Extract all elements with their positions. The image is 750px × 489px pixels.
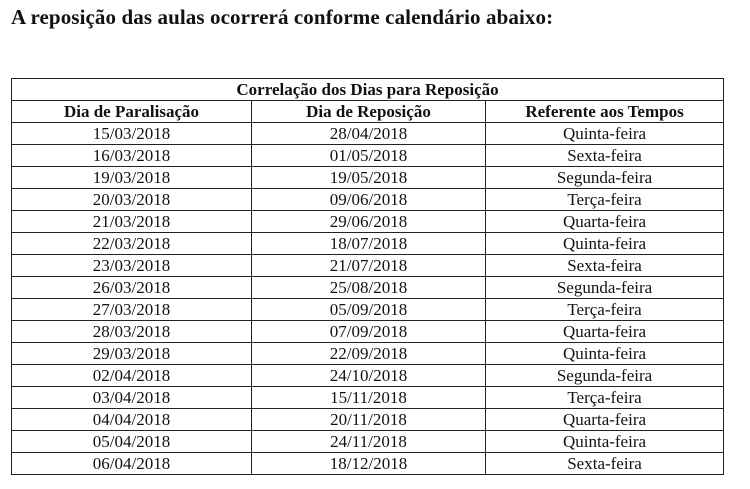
- cell-dia-reposicao: 24/11/2018: [252, 431, 486, 453]
- table-row: [12, 233, 724, 255]
- page-heading: A reposição das aulas ocorrerá conforme calendário abaixo:: [11, 5, 554, 29]
- column-header-reposicao: Dia de Reposição: [252, 101, 486, 123]
- table-row: [12, 189, 724, 211]
- table-row: [12, 321, 724, 343]
- cell-dia-reposicao: 22/09/2018: [252, 343, 486, 365]
- cell-dia-reposicao: 07/09/2018: [252, 321, 486, 343]
- cell-referente-tempos: Quarta-feira: [486, 409, 724, 431]
- cell-dia-paralisacao: 05/04/2018: [12, 431, 252, 453]
- cell-dia-reposicao: 24/10/2018: [252, 365, 486, 387]
- cell-dia-paralisacao: 15/03/2018: [12, 123, 252, 145]
- table-title-row: [12, 79, 724, 101]
- table-row: [12, 453, 724, 475]
- cell-referente-tempos: Sexta-feira: [486, 145, 724, 167]
- cell-dia-paralisacao: 19/03/2018: [12, 167, 252, 189]
- cell-referente-tempos: Terça-feira: [486, 189, 724, 211]
- cell-dia-reposicao: 29/06/2018: [252, 211, 486, 233]
- cell-referente-tempos: Segunda-feira: [486, 365, 724, 387]
- table-title: Correlação dos Dias para Reposição: [12, 79, 724, 101]
- cell-dia-paralisacao: 28/03/2018: [12, 321, 252, 343]
- cell-referente-tempos: Segunda-feira: [486, 167, 724, 189]
- table-row: [12, 277, 724, 299]
- cell-referente-tempos: Sexta-feira: [486, 255, 724, 277]
- cell-referente-tempos: Quarta-feira: [486, 211, 724, 233]
- table-row: [12, 211, 724, 233]
- cell-dia-paralisacao: 06/04/2018: [12, 453, 252, 475]
- cell-dia-reposicao: 15/11/2018: [252, 387, 486, 409]
- cell-referente-tempos: Quinta-feira: [486, 123, 724, 145]
- cell-dia-paralisacao: 04/04/2018: [12, 409, 252, 431]
- cell-dia-paralisacao: 21/03/2018: [12, 211, 252, 233]
- table-row: [12, 387, 724, 409]
- cell-dia-reposicao: 18/07/2018: [252, 233, 486, 255]
- table-header-row: [12, 101, 724, 123]
- cell-dia-reposicao: 09/06/2018: [252, 189, 486, 211]
- cell-dia-paralisacao: 26/03/2018: [12, 277, 252, 299]
- cell-referente-tempos: Quinta-feira: [486, 431, 724, 453]
- cell-dia-paralisacao: 23/03/2018: [12, 255, 252, 277]
- cell-dia-paralisacao: 29/03/2018: [12, 343, 252, 365]
- cell-referente-tempos: Quinta-feira: [486, 343, 724, 365]
- column-header-paralisacao: Dia de Paralisação: [12, 101, 252, 123]
- table-row: [12, 145, 724, 167]
- cell-dia-reposicao: 25/08/2018: [252, 277, 486, 299]
- table-row: [12, 365, 724, 387]
- cell-referente-tempos: Terça-feira: [486, 387, 724, 409]
- cell-dia-reposicao: 01/05/2018: [252, 145, 486, 167]
- table-row: [12, 343, 724, 365]
- cell-dia-paralisacao: 16/03/2018: [12, 145, 252, 167]
- cell-referente-tempos: Terça-feira: [486, 299, 724, 321]
- cell-dia-paralisacao: 03/04/2018: [12, 387, 252, 409]
- cell-dia-reposicao: 20/11/2018: [252, 409, 486, 431]
- table-row: [12, 167, 724, 189]
- cell-referente-tempos: Segunda-feira: [486, 277, 724, 299]
- cell-dia-reposicao: 28/04/2018: [252, 123, 486, 145]
- cell-referente-tempos: Quinta-feira: [486, 233, 724, 255]
- cell-dia-paralisacao: 02/04/2018: [12, 365, 252, 387]
- table-row: [12, 431, 724, 453]
- column-header-tempos: Referente aos Tempos: [486, 101, 724, 123]
- cell-referente-tempos: Sexta-feira: [486, 453, 724, 475]
- cell-dia-reposicao: 05/09/2018: [252, 299, 486, 321]
- cell-dia-reposicao: 19/05/2018: [252, 167, 486, 189]
- cell-dia-reposicao: 18/12/2018: [252, 453, 486, 475]
- table-body: [12, 123, 724, 475]
- cell-dia-paralisacao: 27/03/2018: [12, 299, 252, 321]
- cell-dia-paralisacao: 20/03/2018: [12, 189, 252, 211]
- table-row: [12, 255, 724, 277]
- cell-dia-reposicao: 21/07/2018: [252, 255, 486, 277]
- cell-dia-paralisacao: 22/03/2018: [12, 233, 252, 255]
- table-row: [12, 299, 724, 321]
- table-row: [12, 123, 724, 145]
- replacement-schedule-table: [11, 78, 724, 475]
- table-row: [12, 409, 724, 431]
- cell-referente-tempos: Quarta-feira: [486, 321, 724, 343]
